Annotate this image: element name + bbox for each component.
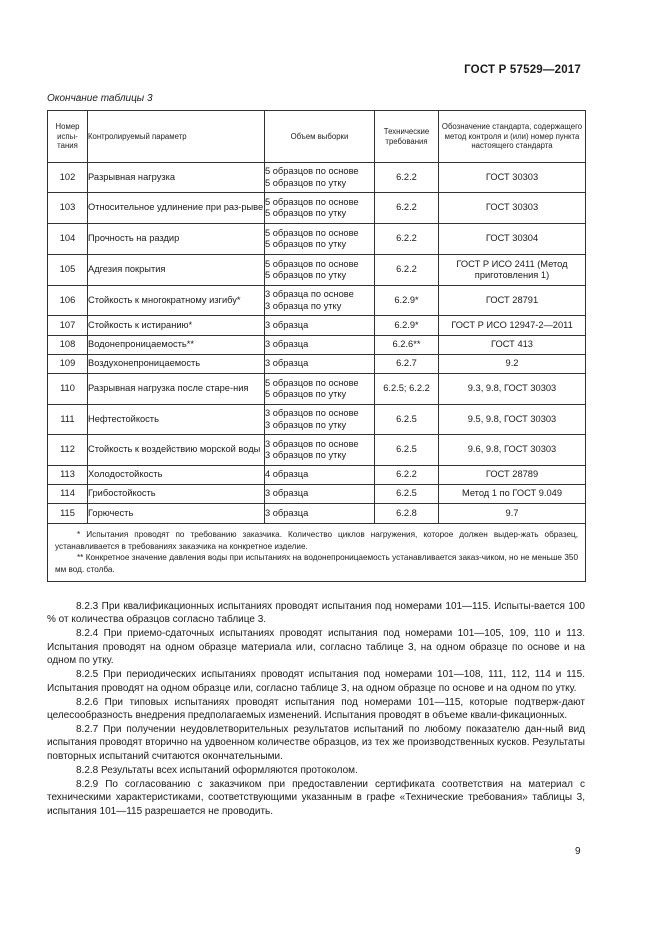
table-note: * Испытания проводят по требованию заказчика. Количество циклов нагружения, которое должен выдер-жать образец, устанавливается в требованиях заказчика на конкретное изделие.	[55, 530, 578, 551]
standard-cell: 9.3, 9.8, ГОСТ 30303	[439, 374, 586, 405]
table-row	[48, 374, 586, 405]
test-number-cell: 109	[48, 355, 88, 374]
requirements-cell: 6.2.5	[375, 435, 439, 466]
sample-size-cell	[265, 286, 375, 316]
sample-size-line: 3 образцов по утку	[265, 450, 347, 460]
requirements-cell: 6.2.5	[375, 485, 439, 504]
standard-cell: ГОСТ Р ИСО 2411 (Метод приготовления 1)	[439, 255, 586, 286]
requirements-cell: 6.2.2	[375, 255, 439, 286]
standard-cell: ГОСТ 413	[439, 336, 586, 355]
test-number-cell: 110	[48, 374, 88, 405]
standard-cell: ГОСТ 30304	[439, 224, 586, 255]
sample-size-cell	[265, 485, 375, 504]
parameter-cell: Стойкость к истиранию*	[88, 316, 265, 336]
column-header-sample: Объем выборки	[265, 111, 375, 163]
table-row	[48, 336, 586, 355]
parameter-cell: Воздухонепроницаемость	[88, 355, 265, 374]
table-row	[48, 435, 586, 466]
requirements-cell: 6.2.2	[375, 193, 439, 224]
standard-cell: ГОСТ 30303	[439, 163, 586, 193]
test-number-cell: 108	[48, 336, 88, 355]
test-number-cell: 111	[48, 405, 88, 435]
test-number-cell: 114	[48, 485, 88, 504]
parameter-cell: Нефтестойкость	[88, 405, 265, 435]
test-number-cell: 103	[48, 193, 88, 224]
parameter-cell: Стойкость к воздействию морской воды	[88, 435, 265, 466]
sample-size-line: 3 образцов по основе	[265, 438, 359, 449]
paragraph-8-2-7: 8.2.7 При получении неудовлетворительных результатов испытаний по любому показателю дан-ный вид испытания проводят вторично на удвоенном количестве образцов, из тех же производственных кусков. Результаты повторных испытаний считаются окончательными.	[47, 724, 585, 762]
parameter-cell: Водонепроницаемость**	[88, 336, 265, 355]
sample-size-line: 3 образца по основе	[265, 289, 354, 299]
requirements-cell: 6.2.7	[375, 355, 439, 374]
standard-cell: ГОСТ Р ИСО 12947-2—2011	[439, 316, 586, 336]
sample-size-line: 5 образцов по утку	[265, 270, 347, 280]
sample-size-line: 3 образца по утку	[265, 300, 342, 311]
table-notes	[48, 524, 585, 581]
standard-cell: Метод 1 по ГОСТ 9.049	[439, 485, 586, 504]
table-row	[48, 485, 586, 504]
requirements-cell: 6.2.2	[375, 466, 439, 485]
sample-size-cell	[265, 374, 375, 405]
test-number-cell: 104	[48, 224, 88, 255]
sample-size-line: 3 образца	[265, 339, 309, 350]
standard-cell: 9.2	[439, 355, 586, 374]
test-number-cell: 102	[48, 163, 88, 193]
requirements-cell: 6.2.2	[375, 163, 439, 193]
paragraph-8-2-8: 8.2.8 Результаты всех испытаний оформляются протоколом.	[76, 764, 358, 776]
table-note: ** Конкретное значение давления воды при испытаниях на водонепроницаемость устанавливается заказ-чиком, но не меньше 350 мм вод. столба.	[55, 553, 578, 574]
requirements-cell: 6.2.8	[375, 504, 439, 524]
table-row	[48, 286, 586, 316]
sample-size-line: 5 образцов по основе	[265, 196, 359, 207]
sample-size-line: 5 образцов по утку	[265, 177, 347, 188]
test-number-cell: 105	[48, 255, 88, 286]
test-table	[47, 110, 586, 582]
paragraph-8-2-6: 8.2.6 При типовых испытаниях проводят испытания под номерами 101—115, которые подтверж-дают целесообразность внедрения предполагаемых изменений. Испытания проводят в объеме квали-фикационных.	[47, 696, 585, 722]
standard-cell: 9.5, 9.8, ГОСТ 30303	[439, 405, 586, 435]
standard-cell: ГОСТ 30303	[439, 193, 586, 224]
sample-size-cell	[265, 336, 375, 355]
sample-size-line: 3 образца	[265, 507, 309, 518]
parameter-cell: Адгезия покрытия	[88, 255, 265, 286]
sample-size-cell	[265, 466, 375, 485]
parameter-cell: Стойкость к многократному изгибу*	[88, 286, 265, 316]
body-text	[47, 600, 585, 819]
table-row	[48, 504, 586, 524]
test-number-cell: 112	[48, 435, 88, 466]
column-header-parameter: Контролируемый параметр	[88, 111, 265, 163]
table-row	[48, 405, 586, 435]
sample-size-line: 5 образцов по основе	[265, 258, 359, 269]
sample-size-cell	[265, 316, 375, 336]
sample-size-line: 3 образца	[265, 319, 309, 330]
parameter-cell: Разрывная нагрузка после старе-ния	[88, 374, 265, 405]
sample-size-line: 5 образцов по основе	[265, 377, 359, 388]
standard-cell: 9.6, 9.8, ГОСТ 30303	[439, 435, 586, 466]
table-row	[48, 224, 586, 255]
page-number: 9	[575, 846, 581, 857]
table-header-row	[48, 111, 586, 163]
table-caption: Окончание таблицы 3	[47, 93, 153, 104]
table-notes-row	[48, 524, 586, 582]
sample-size-line: 3 образцов по утку	[265, 419, 347, 430]
test-number-cell: 107	[48, 316, 88, 336]
standard-cell: 9.7	[439, 504, 586, 524]
sample-size-cell	[265, 405, 375, 435]
sample-size-cell	[265, 355, 375, 374]
requirements-cell: 6.2.6**	[375, 336, 439, 355]
requirements-cell: 6.2.5; 6.2.2	[375, 374, 439, 405]
sample-size-cell	[265, 504, 375, 524]
column-header-standard: Обозначение стандарта, содержащего метод контроля и (или) номер пункта настоящего стандарта	[439, 111, 586, 163]
standard-cell: ГОСТ 28791	[439, 286, 586, 316]
table-row	[48, 163, 586, 193]
table-row	[48, 355, 586, 374]
sample-size-line: 5 образцов по основе	[265, 227, 359, 238]
requirements-cell: 6.2.9*	[375, 316, 439, 336]
parameter-cell: Холодостойкость	[88, 466, 265, 485]
requirements-cell: 6.2.5	[375, 405, 439, 435]
table-row	[48, 255, 586, 286]
column-header-number: Номер испы-тания	[48, 111, 88, 163]
parameter-cell: Разрывная нагрузка	[88, 163, 265, 193]
sample-size-cell	[265, 255, 375, 286]
table-row	[48, 316, 586, 336]
sample-size-line: 3 образцов по основе	[265, 408, 359, 418]
parameter-cell: Относительное удлинение при раз-рыве	[88, 193, 265, 224]
sample-size-line: 3 образца	[265, 358, 309, 369]
test-number-cell: 106	[48, 286, 88, 316]
sample-size-line: 3 образца	[265, 488, 309, 499]
paragraph-8-2-3: 8.2.3 При квалификационных испытаниях проводят испытания под номерами 101—115. Испыты-вается 100 % от количества образцов согласно таблице 3.	[47, 601, 585, 626]
paragraph-8-2-4: 8.2.4 При приемо-сдаточных испытаниях проводят испытания под номерами 101—105, 109, 110 и 113. Испытания проводят на одном образце материала или, согласно таблице 3, на одном образце по основе и на одном по утку.	[47, 628, 585, 667]
test-number-cell: 115	[48, 504, 88, 524]
parameter-cell: Горючесть	[88, 504, 265, 524]
sample-size-cell	[265, 163, 375, 193]
sample-size-cell	[265, 224, 375, 255]
sample-size-line: 4 образца	[265, 469, 309, 480]
sample-size-line: 5 образцов по утку	[265, 239, 347, 249]
sample-size-line: 5 образцов по утку	[265, 389, 347, 399]
paragraph-8-2-5: 8.2.5 При периодических испытаниях проводят испытания под номерами 101—108, 111, 112, 114 и 115. Испытания проводят на одном образце или, согласно таблице 3, на одном образце по основе и на одном по утку.	[47, 669, 585, 694]
document-header: ГОСТ Р 57529—2017	[464, 64, 581, 76]
sample-size-line: 5 образцов по основе	[265, 166, 359, 176]
sample-size-cell	[265, 193, 375, 224]
test-number-cell: 113	[48, 466, 88, 485]
sample-size-cell	[265, 435, 375, 466]
paragraph-8-2-9: 8.2.9 По согласованию с заказчиком при предоставлении сертификата соответствия на материал с техническими характеристиками, соответствующими указанным в графе «Технические требования» таблицы 3, испытания 101—115 разрешается не проводить.	[47, 778, 585, 817]
column-header-requirements: Технические требования	[375, 111, 439, 163]
standard-cell: ГОСТ 28789	[439, 466, 586, 485]
table-row	[48, 193, 586, 224]
parameter-cell: Прочность на раздир	[88, 224, 265, 255]
sample-size-line: 5 образцов по утку	[265, 208, 347, 218]
requirements-cell: 6.2.2	[375, 224, 439, 255]
requirements-cell: 6.2.9*	[375, 286, 439, 316]
table-row	[48, 466, 586, 485]
parameter-cell: Грибостойкость	[88, 485, 265, 504]
